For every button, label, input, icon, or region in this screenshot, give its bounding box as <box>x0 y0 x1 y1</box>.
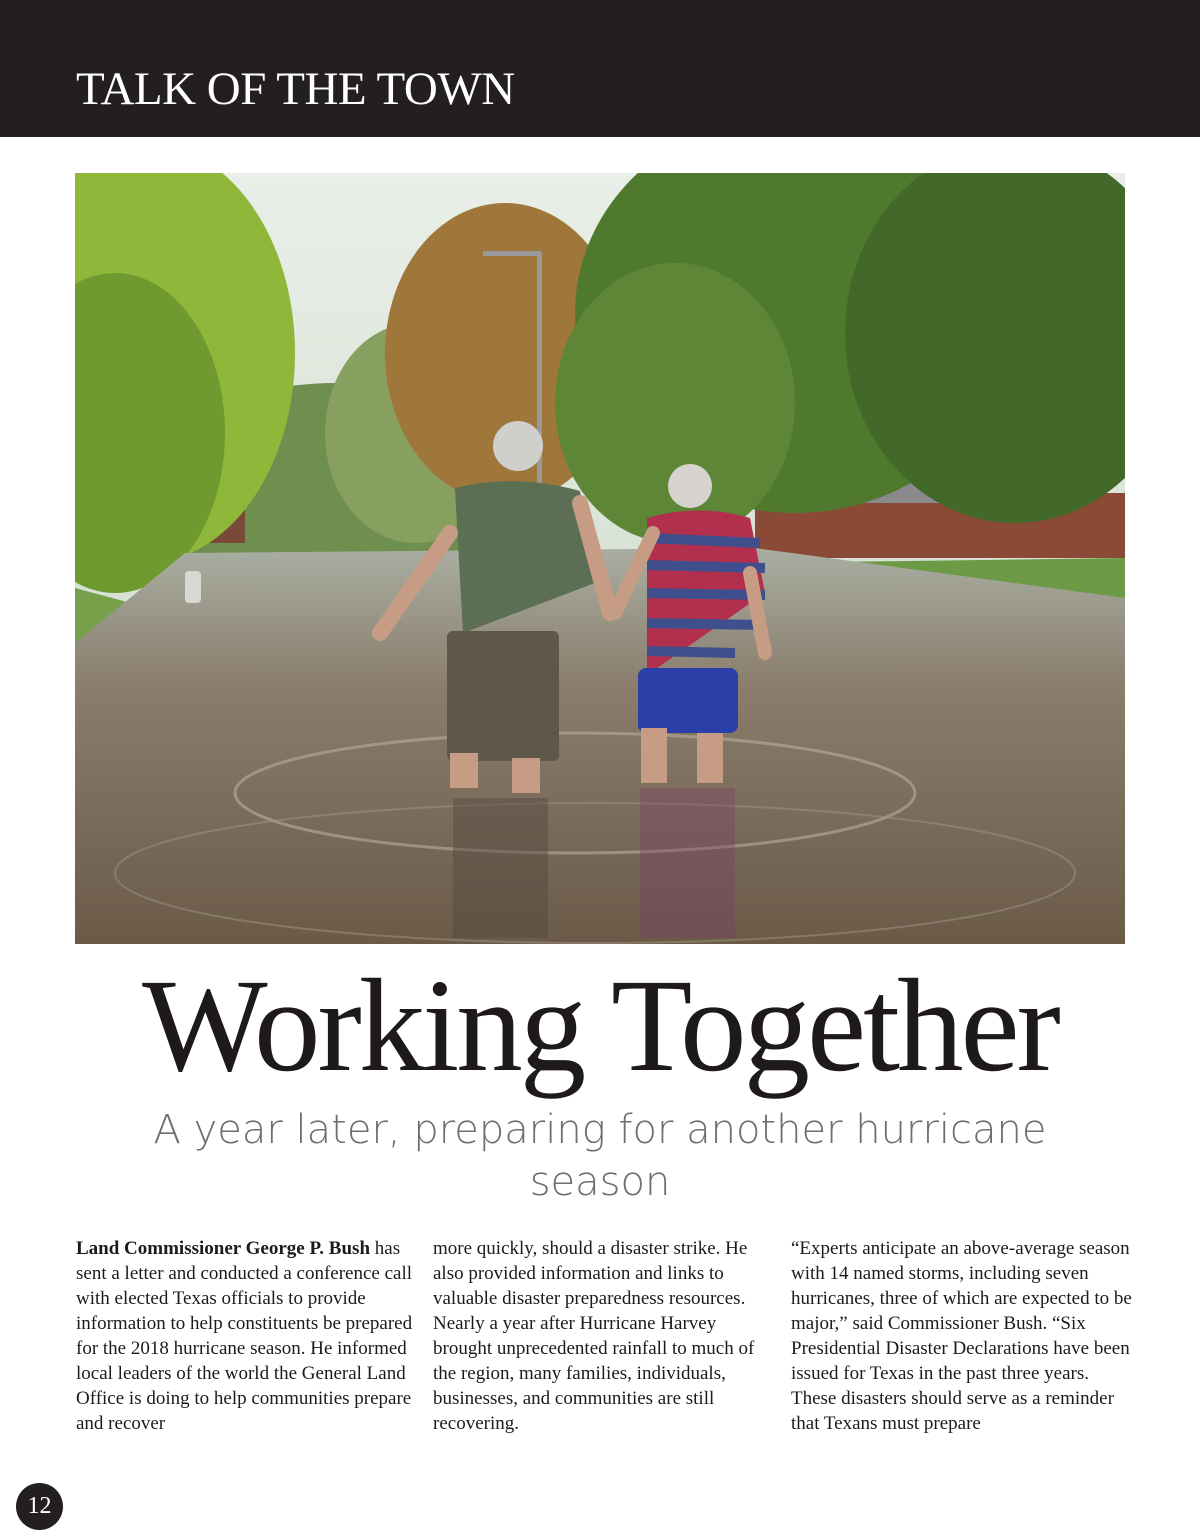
text-column-3 <box>791 1236 1136 1436</box>
text-column-1 <box>76 1236 416 1436</box>
article-subhead: A year later, preparing for another hurricane season <box>153 1107 1047 1205</box>
article-body <box>76 1236 1132 1466</box>
column-1-paragraph <box>76 1236 416 1436</box>
column-2-paragraph-1: more quickly, should a disaster strike. He also provided information and links to valuable disaster preparedness resources. <box>433 1238 748 1309</box>
article-headline: Working Together <box>142 951 1058 1099</box>
paragraph-text: has sent a letter and conducted a conference call with elected Texas officials to provide information to help constituents be prepared for the 2018 hurricane season. He informed local leaders of the world the General Land Office is doing to help communities prepare and recover <box>76 1238 413 1434</box>
lead-in: Land Commissioner George P. Bush <box>76 1238 371 1259</box>
section-header-bar <box>0 0 1200 137</box>
column-3-paragraph: “Experts anticipate an above-average season with 14 named storms, including seven hurricanes, three of which are expected to be major,” said Commissioner Bush. “Six Presidential Disaster Declarations have been issued for Texas in the past three years. These disasters should serve as a reminder that Texans must prepare <box>791 1238 1132 1434</box>
column-2-paragraph-2: Nearly a year after Hurricane Harvey brought unprecedented rainfall to much of the region, many families, individuals, businesses, and communities are still recovering. <box>433 1313 755 1434</box>
page-number-badge: 12 <box>16 1483 63 1530</box>
hero-photo <box>75 173 1125 944</box>
flooded-street-photo <box>75 173 1125 944</box>
section-title: TALK OF THE TOWN <box>76 63 515 115</box>
text-column-2 <box>433 1236 773 1436</box>
